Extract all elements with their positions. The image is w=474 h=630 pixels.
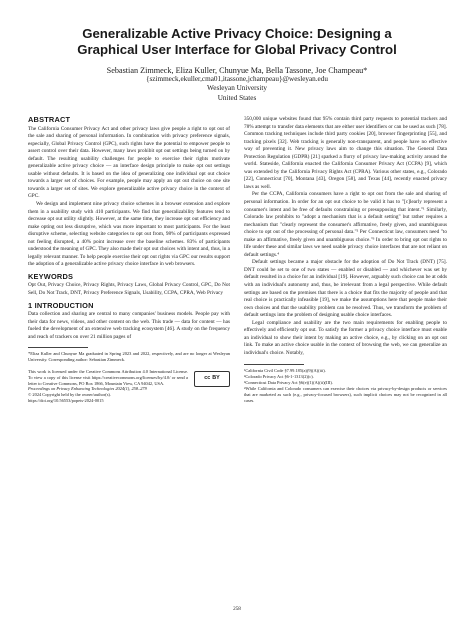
keywords-text: Opt Out, Privacy Choice, Privacy Rights, Privacy Laws, Global Privacy Control, GPC, Do Not Sell, Do Not Track, DNT, Privacy Preference Signals, Usability, CCPA, CPRA, Web Privacy — [28, 282, 230, 297]
license-block — [28, 369, 230, 403]
author-affiliation: Wesleyan University — [207, 84, 267, 93]
right-paragraph-4: Legal compliance and usability are the two main requirements for enabling people to effectively and efficiently opt out. To satisfy the former a privacy choice interface must enable an individual to show their intent by making an active choice, e.g., by clicking on an opt out link. To make an active choice usable in the context of browsing the web, we can generalize an individual's choice. Notably, — [244, 319, 447, 356]
right-column — [244, 116, 447, 404]
author-names: Sebastian Zimmeck, Eliza Kuller, Chunyue Ma, Bella Tassone, Joe Champeau* — [106, 66, 368, 75]
doi-link[interactable]: https://doi.org/10.56553/popets-2024-0015 — [28, 397, 104, 403]
abstract-paragraph-1: The California Consumer Privacy Act and other privacy laws give people a right to opt out of the sale and sharing of personal information. In combination with privacy preference signals, especially, Global Privacy Control (GPC), such rights have the potential to empower people to assert control over their data. However, many laws prohibit opt out settings being turned on by default. The resulting usability challenges for people to exercise their rights motivate generalizable active privacy choice — an interface design principle to make opt out settings usable without defaults. It is based on the idea of generalizing one individual opt out choice towards a larger set of choices. For example, people may apply an opt out choice on one site towards a larger set of sites. We explore generalizable active privacy choice in the context of GPC. — [28, 125, 230, 200]
right-paragraph-2: Per the CCPA, California consumers have a right to opt out from the sale and sharing of personal information. In order for an opt out choice to be valid it has to "[c]learly represent a consumer's intent and be free of defaults constraining or presupposing that intent."¹ Similarly, Colorado law prohibits to "adopt a mechanism that is a default setting" but rather requires a mechanism that "clearly represent the consumer's affirmative, freely given, and unambiguous choice to opt out of the processing of personal data."² Per Connecticut law, consumers need "to make an affirmative, freely given and unambiguous choice."³ In order to bring opt out rights to life under these and similar laws we need usable privacy choice interfaces that are not reliant on default settings.⁴ — [244, 191, 447, 258]
footnote-divider — [244, 364, 304, 365]
author-block — [0, 66, 474, 103]
proceedings-line: Proceedings on Privacy Enhancing Technologies 2024(1), 258–279 — [28, 386, 147, 392]
footnote-divider — [28, 347, 88, 348]
abstract-paragraph-2: We design and implement nine privacy choice schemes in a browser extension and explore them in a usability study with 410 participants. We find that generalizability features tend to decrease opt out utility slightly. However, at the same time, they increase opt out efficiency and make opting out less disruptive, which was more important to most participants. For the least disruptive scheme, selecting website categories to opt out from, 98% of participants expressed not feeling disrupted, a 40% point increase over the baseline schemes. 83% of participants understood the meaning of GPC. They also made their opt out choices with intent and, thus, in a legally relevant manner. To help people exercise their opt out rights via GPC our results support the adoption of a generalizable active privacy choice interface in web browsers. — [28, 201, 230, 268]
right-footnotes — [244, 368, 447, 404]
introduction-paragraph-1: Data collection and sharing are central to many companies' business models. People pay with their data for news, videos, and other content on the web. This trade — data for content — has fueled the development of an extensive web tracking ecosystem [46]. A study on the frequency and reach of trackers on over 21 million pages of — [28, 311, 230, 340]
author-location: United States — [217, 93, 257, 102]
right-paragraph-3: Default settings became a major obstacle for the adoption of Do Not Track (DNT) [75]. DNT could be set to one of two states — enabled or disabled — and whichever was set by default resulted in a choice for an individual [19]. However, arguably such choice can be at odds with an individual's autonomy and, thus, be irrelevant from a legal perspective. While default settings are based on the premises that there is a choice that fits the majority of people and that real choice is practically infeasible [19], we make the assumptions here that people make their own choices and that the usability problem can be resolved. Thus, we transform the problem of default settings into the problem of designing usable choice interfaces. — [244, 259, 447, 319]
footnote-3: ³Connecticut Data Privacy Act §6(e)(1)(A)(ii)(III). — [244, 379, 333, 385]
keywords-heading: KEYWORDS — [28, 271, 74, 281]
copyright-line: © 2024 Copyright held by the owner/author(s). — [28, 392, 111, 398]
license-text: This work is licensed under the Creative Commons Attribution 4.0 International License. To view a copy of this license visit https://creativecommons.org/licenses/by/4.0/ or send a letter to Creative Commons, PO Box 1866, Mountain View, CA 94042, USA. — [28, 369, 188, 386]
footnote-2: ²Colorado Privacy Act §6-1-1313(2)(c). — [244, 373, 314, 379]
author-footnote: *Eliza Kuller and Chunyue Ma graduated in Spring 2023 and 2022, respectively, and are no longer at Wesleyan University. Corresponding author: Sebastian Zimmeck. — [28, 351, 230, 363]
page-number: 258 — [233, 606, 241, 612]
right-paragraph-1: 350,000 unique websites found that 95% contain third party requests to potential trackers and 78% attempt to transfer data elements that are either user identifiers or can be used as such [78]. Common tracking techniques include third party cookies [20], browser fingerprinting [55], and tracking pixels [32]. Web tracking is generally non-transparent, and people have no effective way of preventing it. New privacy laws aim to change this situation. The General Data Protection Regulation (GDPR) [21] sparked a flurry of privacy law-making activity around the world. Stateside, California enacted the California Consumer Privacy Act (CCPA) [9], which was extended by the California Privacy Rights Act (CPRA). Various other states, e.g., Colorado [22], Connecticut [70], Montana [43], Oregon [58], and Texas [44], recently enacted privacy laws as well. — [244, 116, 447, 190]
footnote-4: ⁴While California and Colorado consumers can exercise their choices via privacy-by-design products or services that are marketed as such (e.g., privacy-focused browsers), such implicit choices may not be recognized in all cases. — [244, 385, 447, 403]
footnote-1: ¹California Civil Code §7.99.185(a)(9)(A)(iii). — [244, 367, 326, 373]
abstract-heading: ABSTRACT — [28, 115, 71, 124]
author-emails: {szimmeck,ekuller,cma01,itassone,jchampeau}@wesleyan.edu — [146, 75, 328, 84]
by-label: BY — [212, 375, 220, 382]
paper-title: Generalizable Active Privacy Choice: Designing a Graphical User Interface for Global Privacy Control — [77, 26, 397, 57]
cc-label: cc — [204, 375, 211, 382]
left-column — [28, 116, 230, 404]
introduction-heading: 1 INTRODUCTION — [28, 300, 94, 310]
cc-by-badge-icon — [194, 371, 230, 387]
